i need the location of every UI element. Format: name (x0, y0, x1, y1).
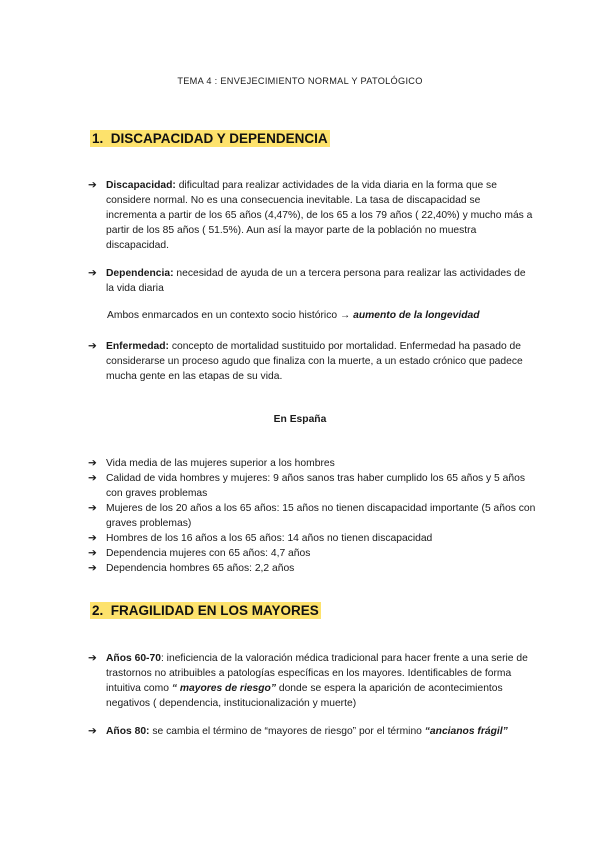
list-item (88, 651, 533, 711)
list-item-text: Hombres de los 16 años a los 65 años: 14 años no tienen discapacidad (106, 533, 433, 544)
context-note (107, 310, 480, 321)
section-number: 2. (92, 603, 104, 618)
spain-heading: En España (273, 414, 327, 425)
arrow-bullet-icon: ➔ (88, 533, 97, 544)
arrow-bullet-icon: ➔ (88, 652, 97, 664)
term-definition: donde se espera la aparición de acontecimientos negativos ( dependencia, institucionalización y muerte) (106, 683, 503, 709)
arrow-bullet-icon: ➔ (88, 267, 97, 279)
arrow-bullet-icon: ➔ (88, 340, 97, 352)
term-definition: se cambia el término de “mayores de riesgo” por el término (149, 726, 425, 737)
list-item-text: Mujeres de los 20 años a los 65 años: 15 años no tienen discapacidad importante (5 años con graves problemas) (106, 503, 536, 529)
arrow-bullet-icon: ➔ (88, 563, 97, 574)
list-item (88, 546, 538, 561)
list-item (88, 724, 533, 739)
term-label: Años 60-70 (106, 653, 161, 664)
list-item (88, 178, 533, 253)
term-definition: dificultad para realizar actividades de la vida diaria en la forma que se considere normal. No es una consecuencia inevitable. La tasa de discapacidad se incrementa a partir de los 65 años (4,47%), de los 65 a los 79 años ( 22,40%) y mucho más a partir de los 85 años ( 51.5%). Aun así la mayor parte de la población no muestra discapacidad. (106, 180, 533, 251)
section-number: 1. (92, 131, 104, 146)
list-item (88, 266, 533, 296)
term-definition: : ineficiencia de la valoración médica tradicional para hacer frente a una serie de trastornos no atribuibles a patologías específicas en los mayores. Identificables de forma intuitiva como (106, 653, 528, 694)
term-definition: concepto de mortalidad sustituido por mortalidad. Enfermedad ha pasado de considerarse un proceso agudo que finaliza con la muerte, a un estado crónico que padece mucha gente en las etapas de su vida. (106, 341, 523, 382)
term-emphasis: “ancianos frágil” (424, 726, 508, 737)
list-item-text: Dependencia hombres 65 años: 2,2 años (106, 563, 295, 574)
note-emphasis: aumento de la longevidad (353, 310, 480, 321)
list-item (88, 471, 538, 501)
list-item (88, 531, 538, 546)
term-label: Dependencia: (106, 268, 174, 279)
section-title: DISCAPACIDAD Y DEPENDENCIA (110, 131, 328, 146)
list-item-text: Calidad de vida hombres y mujeres: 9 años sanos tras haber cumplido los 65 años y 5 años con graves problemas (106, 473, 525, 499)
term-emphasis: “ mayores de riesgo” (171, 683, 276, 694)
term-definition: necesidad de ayuda de un a tercera persona para realizar las actividades de la vida diaria (106, 268, 526, 294)
list-item (88, 501, 538, 531)
arrow-bullet-icon: ➔ (88, 473, 97, 484)
arrow-bullet-icon: ➔ (88, 503, 97, 514)
section-heading-fragilidad (90, 603, 321, 618)
term-label: Años 80: (106, 726, 150, 737)
list-item-text: Vida media de las mujeres superior a los hombres (106, 458, 335, 469)
list-item (88, 561, 538, 576)
arrow-bullet-icon: ➔ (88, 548, 97, 559)
section-title: FRAGILIDAD EN LOS MAYORES (110, 603, 319, 618)
note-text: Ambos enmarcados en un contexto socio histórico → (107, 310, 354, 321)
arrow-bullet-icon: ➔ (88, 725, 97, 737)
list-item (88, 456, 538, 471)
list-item-text: Dependencia mujeres con 65 años: 4,7 años (106, 548, 311, 559)
term-label: Enfermedad: (106, 341, 169, 352)
arrow-bullet-icon: ➔ (88, 458, 97, 469)
list-item (88, 339, 533, 384)
arrow-bullet-icon: ➔ (88, 179, 97, 191)
document-title: TEMA 4 : ENVEJECIMIENTO NORMAL Y PATOLÓGICO (177, 76, 423, 86)
section-heading-discapacidad (90, 131, 330, 146)
term-label: Discapacidad: (106, 180, 176, 191)
